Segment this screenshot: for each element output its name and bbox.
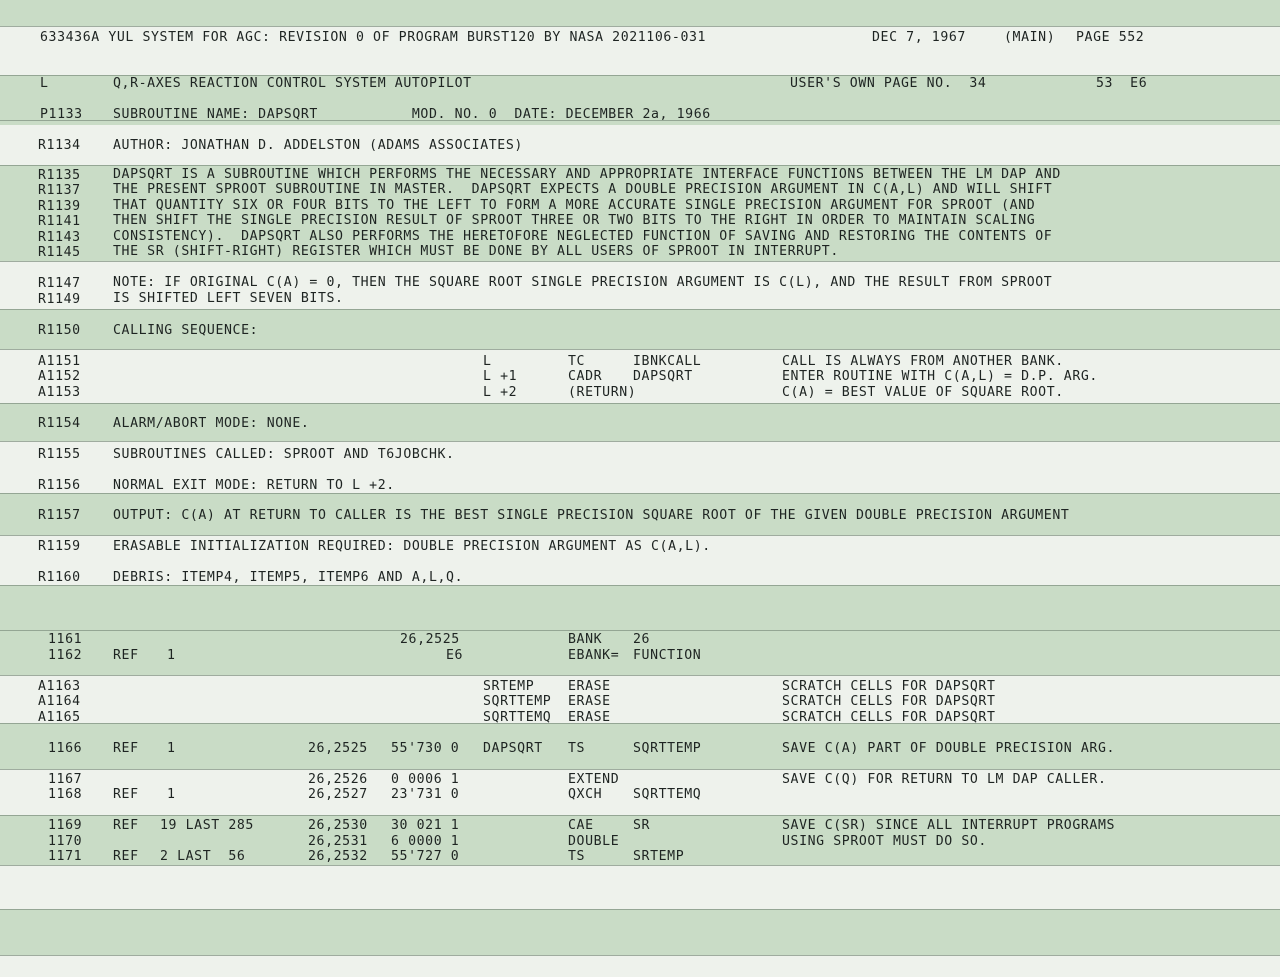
ref-count: 19 LAST 285: [160, 818, 254, 833]
address-field: 26,2530: [308, 818, 368, 833]
title-tag: L: [40, 76, 49, 91]
divider: [0, 441, 1280, 442]
divider: [0, 723, 1280, 724]
word-field: 23'731 0: [391, 787, 460, 802]
address-field: 26,2527: [308, 787, 368, 802]
author: AUTHOR: JONATHAN D. ADDELSTON (ADAMS ASSOCIATES): [113, 138, 523, 153]
description-line: THE SR (SHIFT-RIGHT) REGISTER WHICH MUST BE DONE BY ALL USERS OF SPROOT IN INTERRUPT.: [113, 244, 839, 259]
opcode-field: ERASE: [568, 679, 611, 694]
output-description: OUTPUT: C(A) AT RETURN TO CALLER IS THE BEST SINGLE PRECISION SQUARE ROOT OF THE GIVEN DOUBLE PRECISION ARGUMENT: [113, 508, 1070, 523]
line-number: 1166: [48, 741, 83, 756]
divider: [0, 403, 1280, 404]
ref-field: REF: [113, 648, 139, 663]
location-field: L +1: [483, 369, 518, 384]
divider: [0, 261, 1280, 262]
divider: [0, 955, 1280, 956]
opcode-field: CADR: [568, 369, 603, 384]
location-field: DAPSQRT: [483, 741, 543, 756]
comment-field: SCRATCH CELLS FOR DAPSQRT: [782, 710, 996, 725]
line-number: R1135: [38, 168, 81, 183]
divider: [0, 585, 1280, 586]
paper-band: [0, 0, 1280, 26]
opcode-field: TC: [568, 354, 586, 369]
note-line: IS SHIFTED LEFT SEVEN BITS.: [113, 291, 344, 306]
word-field: 30 021 1: [391, 818, 460, 833]
location-field: SQRTTEMQ: [483, 710, 552, 725]
address-field: 26,2525: [308, 741, 368, 756]
line-number: 1171: [48, 849, 83, 864]
divider: [0, 349, 1280, 350]
divider: [0, 630, 1280, 631]
ref-count: 1: [167, 787, 176, 802]
line-number: 1169: [48, 818, 83, 833]
paper-band: [0, 865, 1280, 909]
operand-field: 26: [633, 632, 651, 647]
normal-exit-mode: NORMAL EXIT MODE: RETURN TO L +2.: [113, 478, 395, 493]
divider: [0, 675, 1280, 676]
line-number: R1157: [38, 508, 81, 523]
description-line: THEN SHIFT THE SINGLE PRECISION RESULT OF SPROOT THREE OR TWO BITS TO THE RIGHT IN ORDER TO MAINTAIN SCALING: [113, 213, 1036, 228]
operand-field: IBNKCALL: [633, 354, 702, 369]
divider: [0, 165, 1280, 166]
opcode-field: CAE: [568, 818, 594, 833]
line-number: A1165: [38, 710, 81, 725]
word-field: 0 0006 1: [391, 772, 460, 787]
ref-count: 1: [167, 741, 176, 756]
divider: [0, 493, 1280, 494]
line-number: A1152: [38, 369, 81, 384]
comment-field: SAVE C(SR) SINCE ALL INTERRUPT PROGRAMS: [782, 818, 1116, 833]
opcode-field: QXCH: [568, 787, 603, 802]
description-line: THE PRESENT SPROOT SUBROUTINE IN MASTER. DAPSQRT EXPECTS A DOUBLE PRECISION ARGUMENT IN C(A,L) AND WILL SHIFT: [113, 182, 1053, 197]
ref-field: REF: [113, 849, 139, 864]
address-field: 26,2531: [308, 834, 368, 849]
page-header: 633436A YUL SYSTEM FOR AGC: REVISION 0 OF PROGRAM BURST120 BY NASA 2021106-031: [40, 30, 707, 45]
line-number: R1159: [38, 539, 81, 554]
operand-field: SQRTTEMQ: [633, 787, 702, 802]
subroutines-called: SUBROUTINES CALLED: SPROOT AND T6JOBCHK.: [113, 447, 455, 462]
opcode-field: EXTEND: [568, 772, 620, 787]
comment-field: C(A) = BEST VALUE OF SQUARE ROOT.: [782, 385, 1064, 400]
divider: [0, 865, 1280, 866]
word-field: 55'727 0: [391, 849, 460, 864]
users-page: USER'S OWN PAGE NO. 34: [790, 76, 987, 91]
opcode-field: BANK: [568, 632, 603, 647]
calling-sequence-label: CALLING SEQUENCE:: [113, 323, 259, 338]
line-number: R1149: [38, 292, 81, 307]
operand-field: FUNCTION: [633, 648, 702, 663]
line-number: R1154: [38, 416, 81, 431]
divider: [0, 815, 1280, 816]
paper-band: [0, 675, 1280, 723]
line-number: R1141: [38, 214, 81, 229]
description-line: THAT QUANTITY SIX OR FOUR BITS TO THE LEFT TO FORM A MORE ACCURATE SINGLE PRECISION ARGUMENT FOR SPROOT (AND: [113, 198, 1036, 213]
comment-field: CALL IS ALWAYS FROM ANOTHER BANK.: [782, 354, 1064, 369]
line-number: 1168: [48, 787, 83, 802]
debris: DEBRIS: ITEMP4, ITEMP5, ITEMP6 AND A,L,Q.: [113, 570, 464, 585]
comment-field: SAVE C(A) PART OF DOUBLE PRECISION ARG.: [782, 741, 1116, 756]
ref-count: 1: [167, 648, 176, 663]
opcode-field: ERASE: [568, 710, 611, 725]
comment-field: SCRATCH CELLS FOR DAPSQRT: [782, 694, 996, 709]
line-number: 1162: [48, 648, 83, 663]
header-main: (MAIN): [1004, 30, 1056, 45]
line-number: A1164: [38, 694, 81, 709]
page-title: Q,R-AXES REACTION CONTROL SYSTEM AUTOPILOT: [113, 76, 472, 91]
divider: [0, 909, 1280, 910]
address-field: E6: [446, 648, 464, 663]
operand-field: SRTEMP: [633, 849, 685, 864]
note-line: NOTE: IF ORIGINAL C(A) = 0, THEN THE SQUARE ROOT SINGLE PRECISION ARGUMENT IS C(L), AND THE RESULT FROM SPROOT: [113, 275, 1053, 290]
ref-field: REF: [113, 787, 139, 802]
comment-field: ENTER ROUTINE WITH C(A,L) = D.P. ARG.: [782, 369, 1098, 384]
paper-band: [0, 955, 1280, 977]
line-number: R1150: [38, 323, 81, 338]
opcode-field: DOUBLE: [568, 834, 620, 849]
opcode-field: TS: [568, 741, 586, 756]
location-field: SQRTTEMP: [483, 694, 552, 709]
description-line: DAPSQRT IS A SUBROUTINE WHICH PERFORMS THE NECESSARY AND APPROPRIATE INTERFACE FUNCTIONS BETWEEN THE LM DAP AND: [113, 167, 1061, 182]
line-number: A1163: [38, 679, 81, 694]
line-number: R1139: [38, 199, 81, 214]
line-number: 1161: [48, 632, 83, 647]
header-date: DEC 7, 1967: [872, 30, 966, 45]
operand-field: DAPSQRT: [633, 369, 693, 384]
line-number: R1134: [38, 138, 81, 153]
header-page: PAGE 552: [1076, 30, 1145, 45]
line-number: P1133: [40, 107, 83, 122]
operand-field: SR: [633, 818, 651, 833]
word-field: 55'730 0: [391, 741, 460, 756]
operand-field: SQRTTEMP: [633, 741, 702, 756]
line-number: 1170: [48, 834, 83, 849]
subroutine-name: SUBROUTINE NAME: DAPSQRT MOD. NO. 0 DATE: DECEMBER 2a, 1966: [113, 107, 711, 122]
line-number: A1153: [38, 385, 81, 400]
paper-band: [0, 909, 1280, 955]
divider: [0, 535, 1280, 536]
opcode-field: (RETURN): [568, 385, 637, 400]
comment-field: SCRATCH CELLS FOR DAPSQRT: [782, 679, 996, 694]
line-number: R1145: [38, 245, 81, 260]
erasable-initialization: ERASABLE INITIALIZATION REQUIRED: DOUBLE PRECISION ARGUMENT AS C(A,L).: [113, 539, 711, 554]
address-field: 26,2532: [308, 849, 368, 864]
ref-field: REF: [113, 818, 139, 833]
location-field: SRTEMP: [483, 679, 535, 694]
address-field: 26,2526: [308, 772, 368, 787]
line-number: A1151: [38, 354, 81, 369]
location-field: L: [483, 354, 492, 369]
location-field: L +2: [483, 385, 518, 400]
opcode-field: ERASE: [568, 694, 611, 709]
ref-count: 2 LAST 56: [160, 849, 246, 864]
divider: [0, 769, 1280, 770]
line-number: R1147: [38, 276, 81, 291]
opcode-field: TS: [568, 849, 586, 864]
line-number: R1137: [38, 183, 81, 198]
address-field: 26,2525: [400, 632, 460, 647]
line-number: R1155: [38, 447, 81, 462]
opcode-field: EBANK=: [568, 648, 620, 663]
line-number: R1143: [38, 230, 81, 245]
description-line: CONSISTENCY). DAPSQRT ALSO PERFORMS THE HERETOFORE NEGLECTED FUNCTION OF SAVING AND RESTORING THE CONTENTS OF: [113, 229, 1053, 244]
comment-field: USING SPROOT MUST DO SO.: [782, 834, 987, 849]
line-number: R1160: [38, 570, 81, 585]
divider: [0, 309, 1280, 310]
comment-field: SAVE C(Q) FOR RETURN TO LM DAP CALLER.: [782, 772, 1107, 787]
word-field: 6 0000 1: [391, 834, 460, 849]
divider: [0, 26, 1280, 27]
alarm-abort-mode: ALARM/ABORT MODE: NONE.: [113, 416, 310, 431]
line-number: R1156: [38, 478, 81, 493]
ref-field: REF: [113, 741, 139, 756]
line-number: 1167: [48, 772, 83, 787]
sheet-code: 53 E6: [1096, 76, 1148, 91]
